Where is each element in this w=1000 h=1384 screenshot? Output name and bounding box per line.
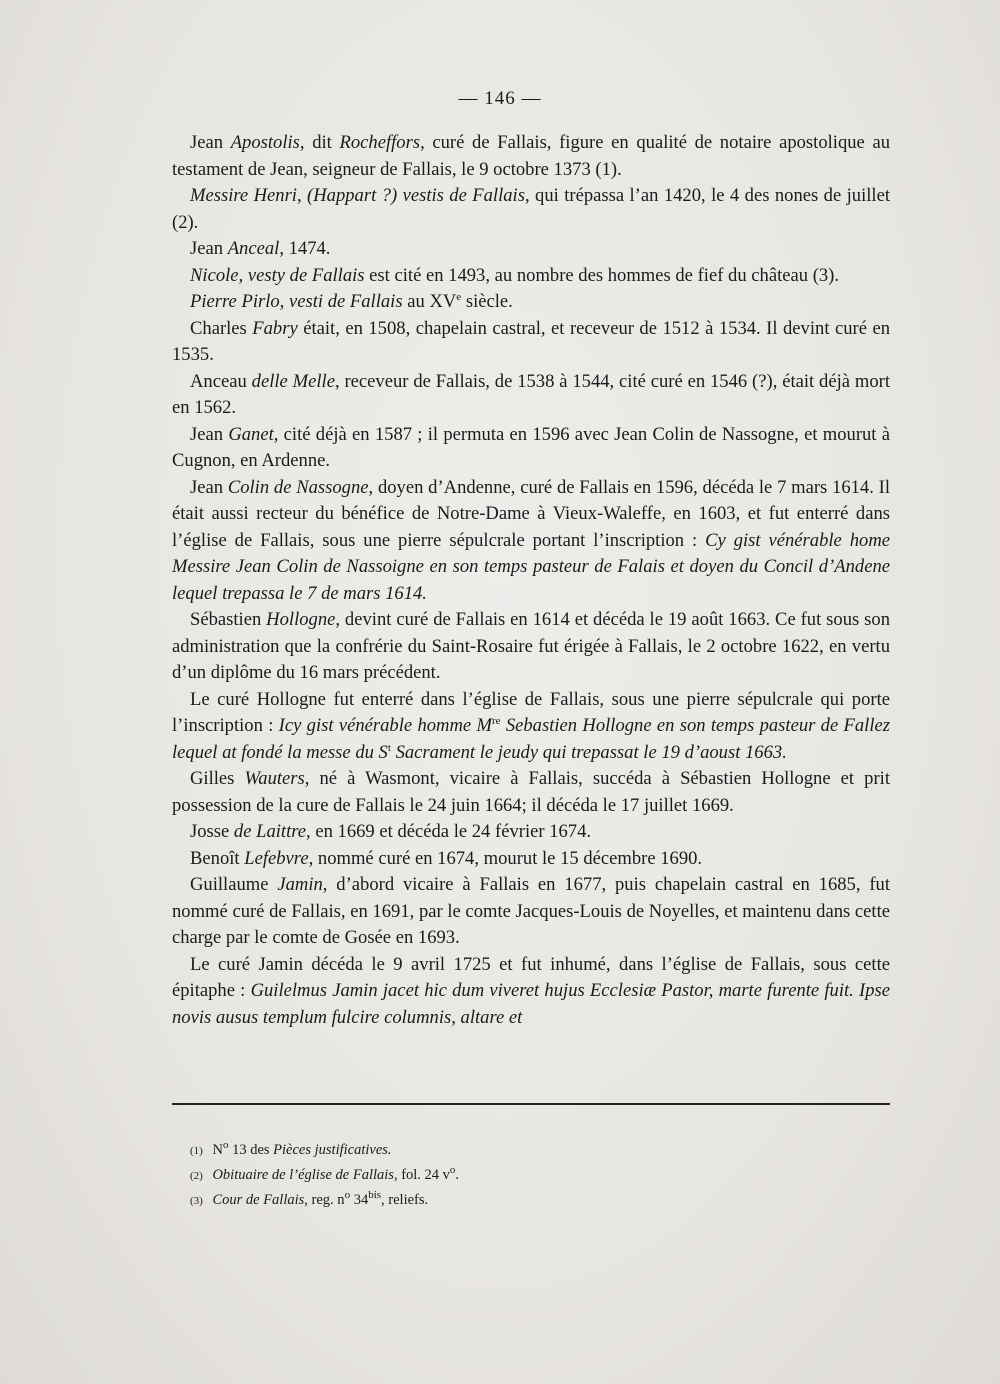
- italic-text: Pierre Pirlo, vesti de Fallais: [190, 291, 403, 312]
- italic-text: Anceal: [227, 238, 280, 259]
- italic-text: Fabry: [252, 317, 298, 339]
- italic-text: Cy gist vénérable home Messire Jean Colin de Nassoigne en son temps pasteur de Falais et doyen du Concil d’Andene lequel trepassa le 7 de mars 1614.: [172, 529, 891, 604]
- text-run: au XV: [402, 291, 457, 312]
- italic-text: Obituaire de l’église de Fallais: [212, 1167, 394, 1183]
- text-run: 34: [350, 1192, 369, 1208]
- footnote: [190, 1163, 890, 1188]
- text-run: , reg. n: [304, 1192, 345, 1208]
- text-run: (3): [190, 1195, 203, 1207]
- italic-text: Hollogne: [266, 609, 336, 630]
- italic-text: Nicole, vesty de Fallais: [190, 264, 365, 286]
- paragraph: [172, 766, 890, 819]
- paragraph: [172, 475, 890, 608]
- paragraph: [172, 872, 890, 952]
- italic-text: Wauters: [244, 768, 305, 789]
- body-text: [172, 130, 890, 1031]
- italic-text: Messire Henri, (Happart ?) vestis de Fallais: [190, 185, 525, 206]
- footnotes: [190, 1138, 890, 1213]
- italic-text: Colin de Nassogne: [227, 476, 369, 498]
- text-run: Jean: [190, 132, 231, 153]
- text-run: , receveur de Fallais, de 1538 à 1544, cité curé en 1546 (?), était déjà mort en 1562.: [172, 370, 890, 418]
- text-run: Josse: [190, 821, 234, 842]
- text-run: , reliefs.: [381, 1192, 429, 1208]
- text-run: , dit: [299, 132, 340, 153]
- paragraph: [172, 236, 890, 263]
- superscript: o: [449, 1164, 456, 1177]
- text-run: , devint curé de Fallais en 1614 et décéda le 19 août 1663. Ce fut sous son administration que la confrérie du Saint-Rosaire fut érigée à Fallais, le 2 octobre 1622, en vertu d’un diplôme du 16 mars précédent.: [172, 609, 890, 683]
- text-run: siècle.: [461, 291, 513, 312]
- superscript: o: [222, 1139, 229, 1152]
- italic-text: delle Melle: [251, 370, 335, 392]
- superscript: re: [491, 714, 501, 727]
- text-run: .: [455, 1167, 460, 1183]
- text-run: Le curé Jamin décéda le 9 avril 1725 et fut inhumé, dans l’église de Fallais, sous cette épitaphe :: [172, 953, 890, 1001]
- superscript: o: [344, 1189, 351, 1202]
- text-run: Sébastien: [190, 609, 267, 630]
- italic-text: Sebastien Hollogne en son temps pasteur de Fallez lequel at fondé la messe du S: [172, 715, 890, 763]
- text-run: , d’abord vicaire à Fallais en 1677, puis chapelain castral en 1685, fut nommé curé de Fallais, en 1691, par le comte Jacques-Louis de Noyelles, et maintenu dans cette charge par le comte de Gosée en 1693.: [172, 874, 891, 948]
- page-number: — 146 —: [458, 88, 542, 109]
- text-run: , en 1669 et décéda le 24 février 1674.: [306, 821, 592, 842]
- superscript: t: [387, 741, 391, 754]
- italic-text: Pièces justificatives.: [273, 1142, 392, 1158]
- text-run: Anceau: [190, 370, 252, 392]
- italic-text: Cour de Fallais: [212, 1192, 305, 1208]
- footnote: [190, 1138, 890, 1163]
- text-run: N: [208, 1142, 223, 1158]
- text-run: Jean: [190, 476, 228, 498]
- paragraph: [172, 846, 890, 873]
- text-run: , nommé curé en 1674, mourut le 15 décembre 1690.: [308, 847, 703, 869]
- paragraph: [172, 952, 890, 1032]
- paragraph: [172, 369, 890, 422]
- text-run: est cité en 1493, au nombre des hommes de fief du château (3).: [364, 264, 840, 286]
- paragraph: [172, 422, 890, 475]
- text-run: 13 des: [228, 1142, 274, 1158]
- italic-text: Jamin: [277, 874, 323, 895]
- text-run: , né à Wasmont, vicaire à Fallais, succéda à Sébastien Hollogne et prit possession de la cure de Fallais le 24 juin 1664; il décéda le 17 juillet 1669.: [172, 768, 890, 816]
- text-run: , fol. 24 v: [393, 1167, 450, 1183]
- italic-text: Icy gist vénérable homme M: [278, 715, 492, 736]
- italic-text: Ganet: [228, 423, 274, 445]
- superscript: bis: [368, 1189, 382, 1202]
- paragraph: [172, 316, 890, 369]
- footnote: [190, 1188, 890, 1213]
- paragraph: [172, 289, 890, 316]
- footnote-divider: [172, 1103, 890, 1105]
- italic-text: Apostolis: [230, 132, 300, 153]
- italic-text: Rocheffors: [339, 132, 421, 153]
- italic-text: Guilelmus Jamin jacet hic dum viveret hujus Ecclesiæ Pastor, marte furente fuit. Ipse novis ausus templum fulcire columnis, altare et: [172, 980, 890, 1028]
- paragraph: [172, 130, 890, 183]
- text-run: Gilles: [190, 768, 245, 789]
- text-run: Guillaume: [190, 874, 278, 895]
- text-run: , 1474.: [279, 238, 331, 259]
- text-run: (1): [190, 1145, 203, 1157]
- text-run: était, en 1508, chapelain castral, et receveur de 1512 à 1534. Il devint curé en 1535.: [172, 317, 890, 365]
- text-run: Le curé Hollogne fut enterré dans l’église de Fallais, sous une pierre sépulcrale qui porte l’inscription :: [172, 688, 890, 736]
- text-run: Charles: [190, 317, 253, 339]
- italic-text: Lefebvre: [244, 847, 309, 869]
- italic-text: Sacrament le jeudy qui trepassat le 19 d’aoust 1663.: [390, 741, 787, 763]
- text-run: Jean: [190, 238, 228, 259]
- paragraph: [172, 183, 890, 236]
- italic-text: de Laittre: [233, 821, 307, 842]
- paragraph: [172, 819, 890, 846]
- text-run: (2): [190, 1170, 203, 1182]
- paragraph: [172, 607, 890, 687]
- text-run: Jean: [190, 423, 229, 445]
- paragraph: [172, 687, 890, 767]
- text-run: , doyen d’Andenne, curé de Fallais en 1596, décéda le 7 mars 1614. Il était aussi recteur du bénéfice de Notre-Dame à Vieux-Waleffe, en 1603, et fut enterré dans l’église de Fallais, sous une pierre sépulcrale portant l’inscription :: [172, 476, 891, 551]
- superscript: e: [456, 290, 462, 303]
- paragraph: [172, 263, 890, 290]
- text-run: , qui trépassa l’an 1420, le 4 des nones de juillet (2).: [172, 185, 890, 233]
- text-run: , cité déjà en 1587 ; il permuta en 1596 avec Jean Colin de Nassogne, et mourut à Cugnon, en Ardenne.: [172, 423, 890, 471]
- text-run: , curé de Fallais, figure en qualité de notaire apostolique au testament de Jean, seigneur de Fallais, le 9 octobre 1373 (1).: [172, 132, 891, 180]
- text-run: Benoît: [190, 847, 245, 869]
